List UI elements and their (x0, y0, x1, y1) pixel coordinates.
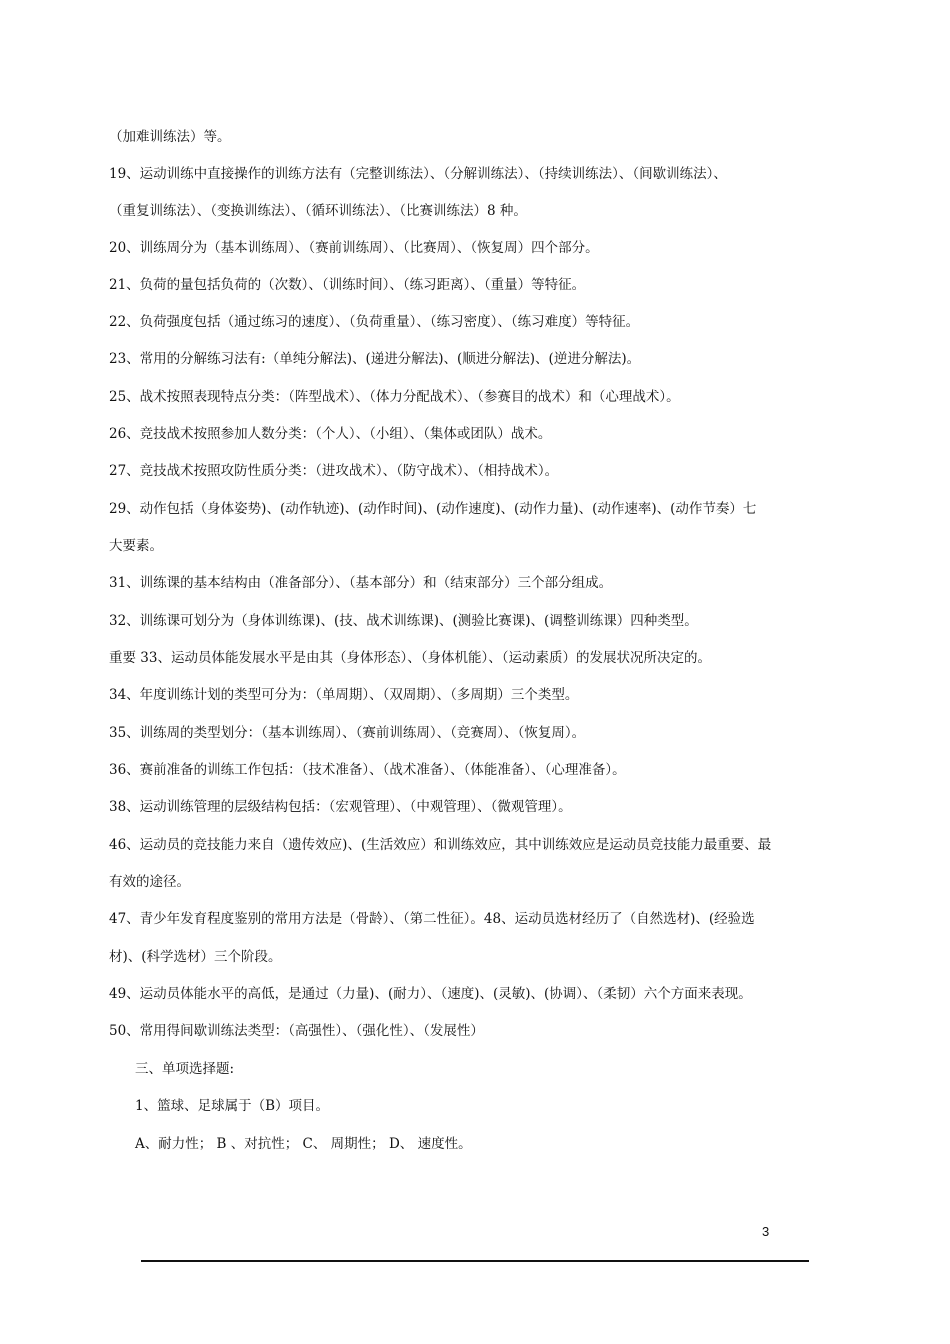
text-line: 20、训练周分为（基本训练周）、（赛前训练周）、（比赛周）、（恢复周）四个部分。 (109, 240, 599, 256)
text-line: 23、常用的分解练习法有:（单纯分解法)、(递进分解法)、(顺进分解法)、(逆进分解法)。 (109, 351, 641, 367)
question-1-options: A、耐力性； B 、对抗性； C、 周期性； D、 速度性。 (135, 1136, 472, 1152)
text-line: 32、训练课可划分为（身体训练课)、(技、战术训练课)、(测验比赛课)、(调整训练课）四种类型。 (109, 613, 698, 629)
text-line: （加难训练法）等。 (109, 129, 231, 145)
text-line: 27、竞技战术按照攻防性质分类：（进攻战术）、（防守战术）、（相持战术）。 (109, 463, 559, 479)
text-line: 22、负荷强度包括（通过练习的速度）、（负荷重量）、（练习密度）、（练习难度）等特征。 (109, 314, 640, 330)
text-line: 大要素。 (109, 538, 163, 554)
text-line: 50、常用得间歇训练法类型：（高强性）、（强化性）、（发展性） (109, 1023, 484, 1039)
text-line: 31、训练课的基本结构由（准备部分）、（基本部分）和（结束部分）三个部分组成。 (109, 575, 613, 591)
text-line: 35、训练周的类型划分：（基本训练周）、（赛前训练周）、（竞赛周）、（恢复周）。 (109, 725, 586, 741)
text-line: 34、年度训练计划的类型可分为：（单周期）、（双周期）、（多周期）三个类型。 (109, 687, 579, 703)
text-line: 36、赛前准备的训练工作包括：（技术准备）、（战术准备）、（体能准备）、（心理准备）。 (109, 762, 626, 778)
text-line: 25、战术按照表现特点分类：（阵型战术）、（体力分配战术）、（参赛目的战术）和（心理战术）。 (109, 389, 680, 405)
text-line: 49、运动员体能水平的高低，是通过（力量)、(耐力）、（速度)、(灵敏)、(协调）、（柔韧）六个方面来表现。 (109, 986, 752, 1002)
question-1: 1、篮球、足球属于（B）项目。 (135, 1098, 330, 1114)
text-line: 19、运动训练中直接操作的训练方法有（完整训练法）、（分解训练法）、（持续训练法）、（间歇训练法）、 (109, 166, 727, 182)
footer-rule (141, 1260, 809, 1262)
text-line: 有效的途径。 (109, 874, 190, 890)
text-line: 46、运动员的竞技能力来自（遗传效应)、(生活效应）和训练效应，其中训练效应是运动员竞技能力最重要、最 (109, 837, 772, 853)
page-number: 3 (762, 1224, 770, 1239)
text-line: 21、负荷的量包括负荷的（次数）、（训练时间）、（练习距离）、（重量）等特征。 (109, 277, 586, 293)
text-line: 26、竞技战术按照参加人数分类：（个人）、（小组）、（集体或团队）战术。 (109, 426, 552, 442)
text-line: 38、运动训练管理的层级结构包括：（宏观管理）、（中观管理）、（微观管理）。 (109, 799, 572, 815)
text-line: 材)、(科学选材）三个阶段。 (109, 949, 282, 965)
text-line: 29、动作包括（身体姿势)、(动作轨迹)、(动作时间)、(动作速度)、(动作力量)、(动作速率)、(动作节奏）七 (109, 501, 757, 517)
text-line: （重复训练法）、（变换训练法）、（循环训练法）、（比赛训练法）8 种。 (109, 203, 527, 219)
text-line: 47、青少年发育程度鉴别的常用方法是（骨龄）、（第二性征）。48、运动员选材经历了（自然选材)、(经验选 (109, 911, 755, 927)
section-heading: 三、单项选择题: (135, 1061, 235, 1077)
text-line: 重要 33、运动员体能发展水平是由其（身体形态）、（身体机能）、（运动素质）的发展状况所决定的。 (109, 650, 711, 666)
